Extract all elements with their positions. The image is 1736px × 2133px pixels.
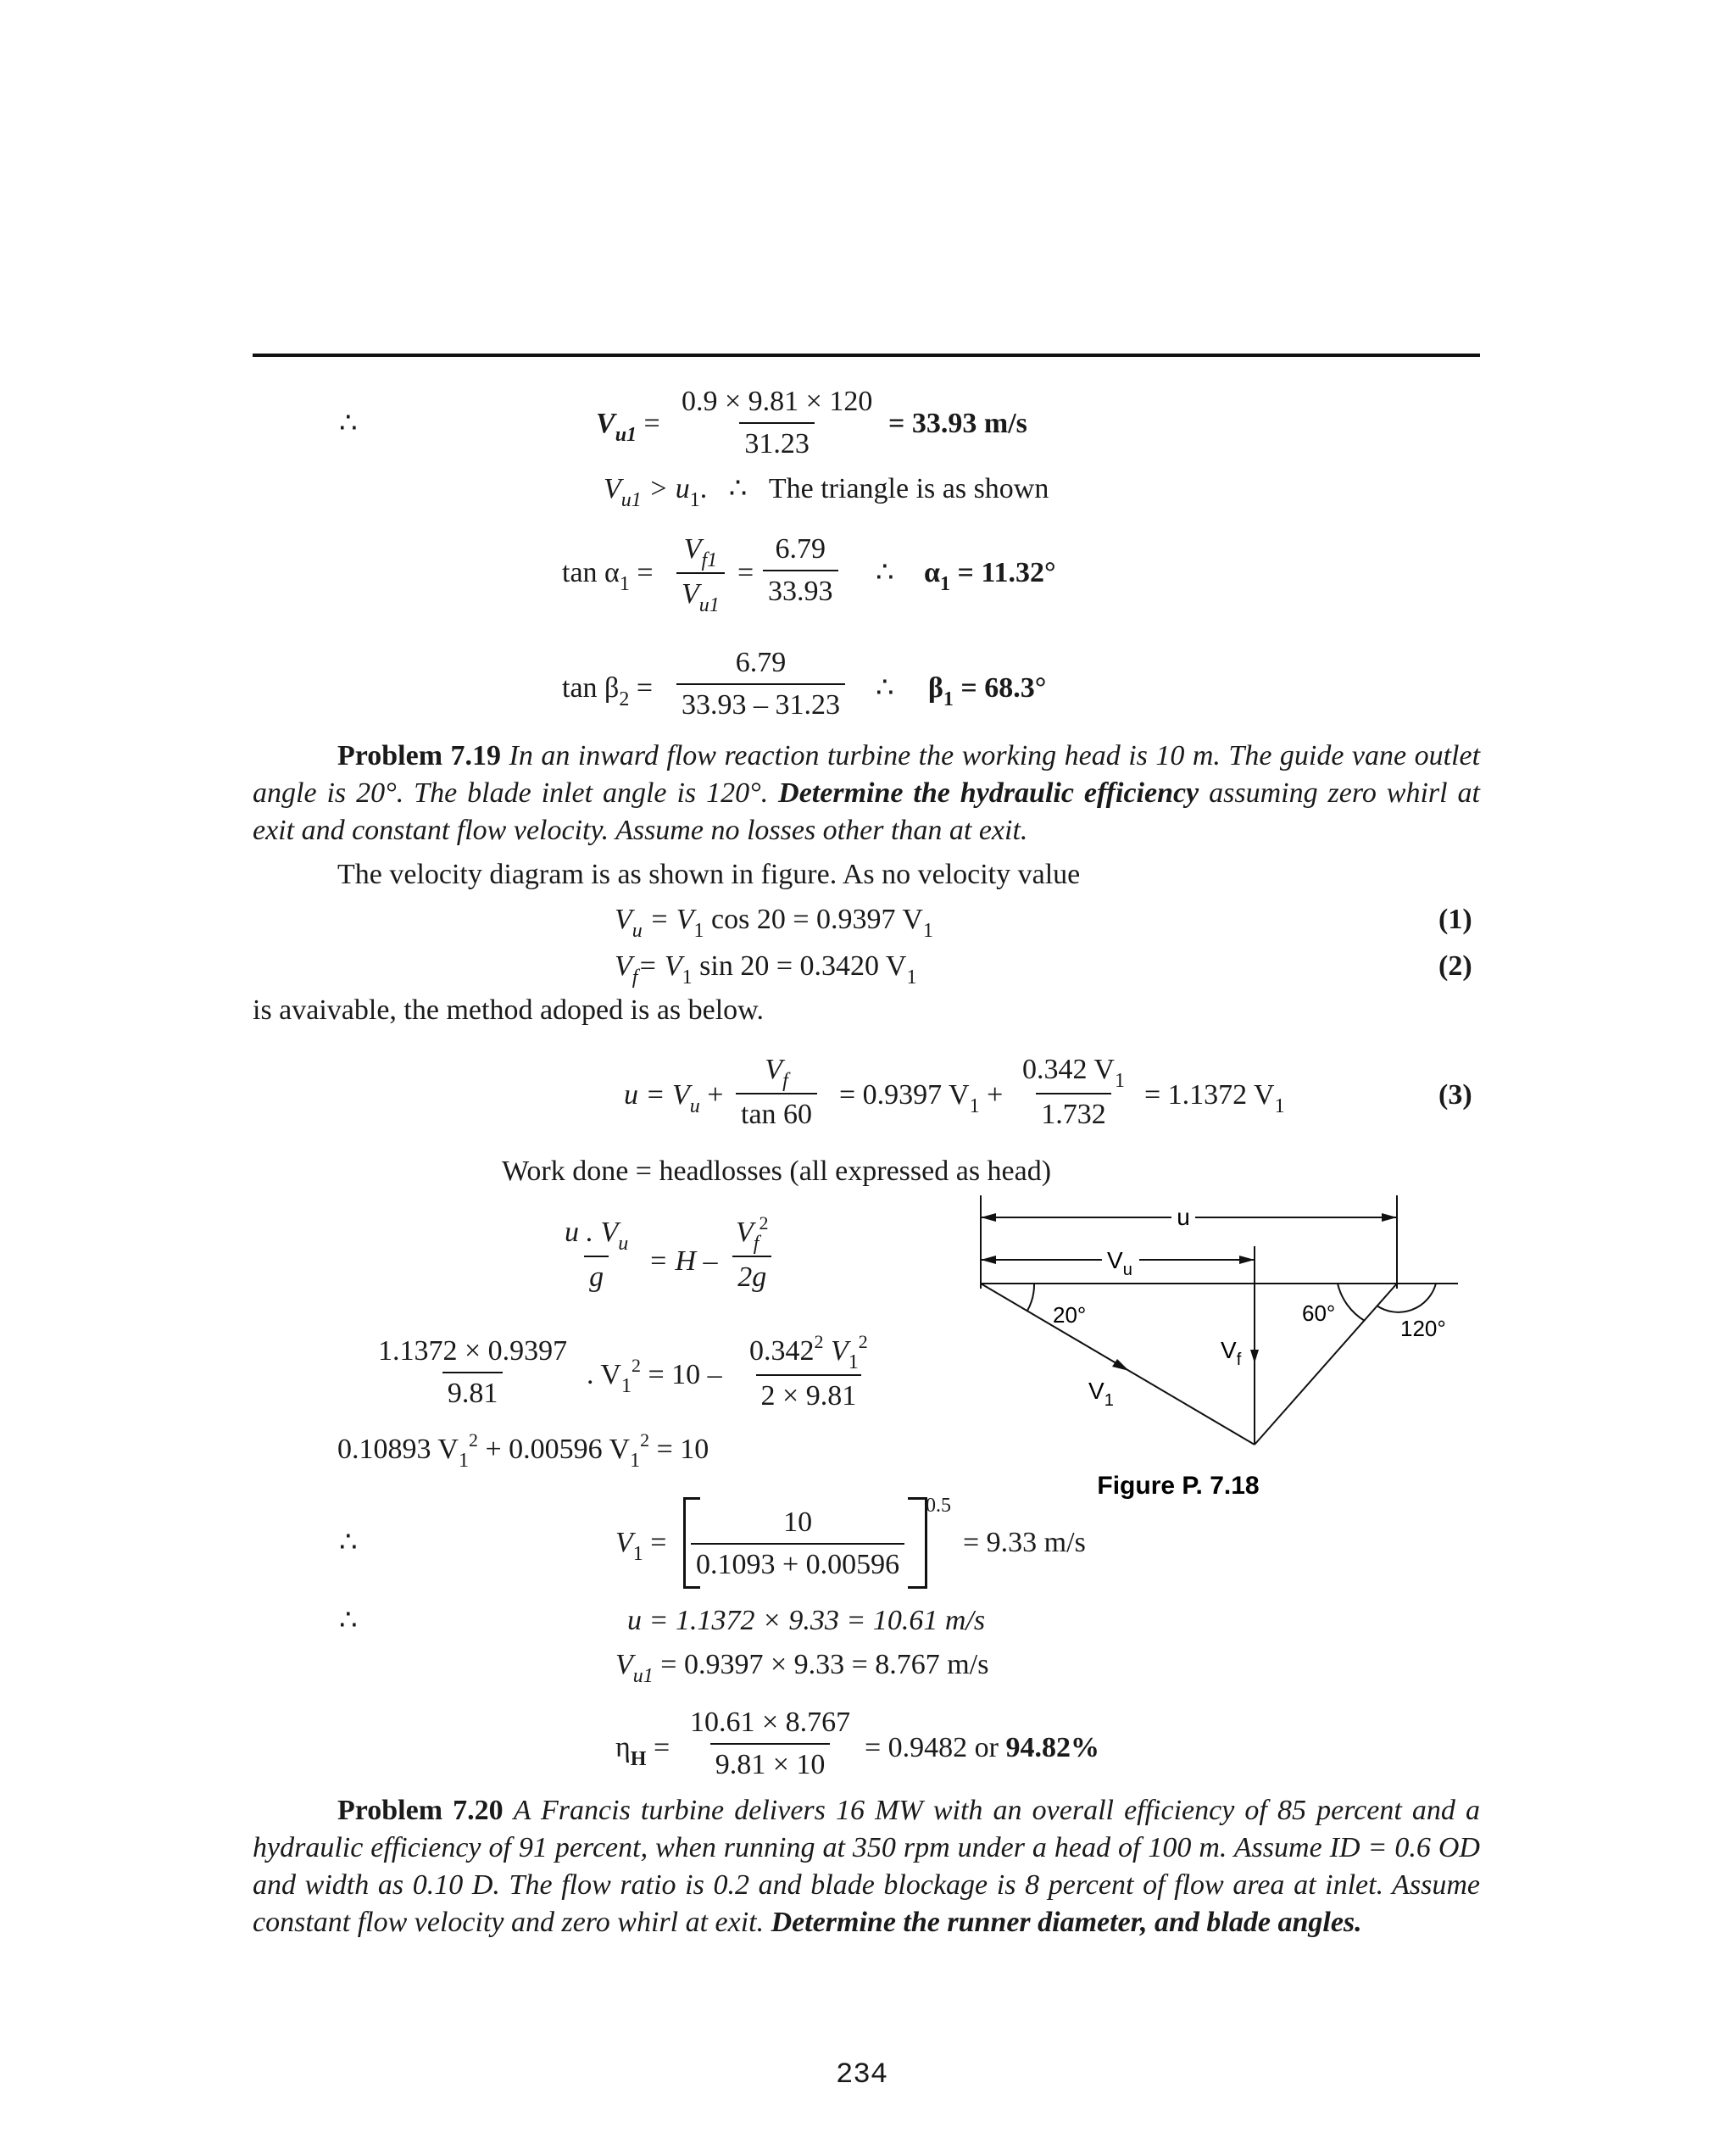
therefore-symbol-2: ∴ [339, 1527, 358, 1558]
equation-8: u = 1.1372 × 9.33 = 10.61 m/s [627, 1605, 986, 1636]
eqn4-mid: = H – [648, 1245, 718, 1277]
available-line: is avaivable, the method adoped is as below. [253, 994, 765, 1026]
therefore-symbol: ∴ [339, 408, 358, 439]
eqn4-fraction-2: $\frac{V_f^2}{2g}$ [731, 1216, 773, 1295]
equation-9: $V_{u1} = 0.9397 \times 9.33 = 8.767$ m/s [615, 1649, 989, 1687]
eqn7-lhs: $V_1$ = [615, 1527, 667, 1565]
eqn3-fraction-1: $\frac{V_f}{\tan 60}$ [736, 1053, 817, 1132]
equation-tag-1: (1) [1438, 904, 1472, 935]
eq3-result: $\alpha_1 = 11.32^\circ$ [924, 557, 1056, 595]
equation-2: $V_f= V_1$ sin 20 = 0.3420 $V_1$ [615, 950, 917, 989]
eqn5-mid: . $V_1^2 = 10$ – [587, 1355, 722, 1397]
eqn4-fraction-1: $\frac{u . V_u}{g}$ [565, 1217, 629, 1293]
page-number: 234 [836, 2059, 888, 2091]
u-label: u [1177, 1204, 1190, 1230]
equation-6: 0.10893 $V_1^2 + 0.00596$ $V_1^2 = 10$ [337, 1429, 709, 1472]
eqn10-fraction: $\frac{10.61 \times 8.767}{9.81 \times 10}$ [690, 1707, 851, 1780]
eq4-lhs: $\tan \beta_2$ = [562, 672, 654, 710]
eqn3-fraction-2: $\frac{0.342 V_1}{1.732}$ [1022, 1054, 1125, 1130]
eq3-fraction-2: $\frac{6.79}{33.93}$ [763, 532, 838, 609]
eqn5-fraction-1: $\frac{1.1372 \times 0.9397}{9.81}$ [378, 1335, 568, 1409]
eqn7-bracket-mask-top [700, 1492, 908, 1502]
eqn5-fraction-2: $\frac{0.342^2 V_1^2}{2 \times 9.81}$ [749, 1331, 868, 1412]
angle-60-label: 60° [1302, 1300, 1336, 1326]
velocity-diagram-line: The velocity diagram is as shown in figure. As no velocity value [337, 859, 1081, 890]
figure-caption: Figure P. 7.18 [1097, 1472, 1260, 1500]
eqn10-lhs: $\eta_H$ = [615, 1732, 670, 1770]
therefore-symbol-3: ∴ [339, 1605, 358, 1636]
eq4-fraction: $\frac{6.79}{33.93 - 31.23}$ [676, 646, 845, 722]
equation-tag-2: (2) [1438, 950, 1472, 982]
eq3-lhs: $\tan \alpha_1$ = [562, 557, 654, 595]
angle-120-arc [1377, 1284, 1436, 1312]
vf-label: $V_f$ [1221, 1337, 1242, 1369]
eq4-therefore: ∴ [876, 672, 894, 704]
eq2-line: $V_{u1} > u_1$. ∴ The triangle is as shown [604, 473, 1049, 511]
equation-tag-3: (3) [1438, 1079, 1472, 1111]
vu-arrow-right [1239, 1256, 1255, 1264]
velocity-triangle-figure [966, 1195, 1475, 1501]
problem-7-19: Problem 7.19 In an inward flow reaction turbine the working head is 10 m. The guide vane outlet angle is 20°. The blade inlet angle is 120°. Determine the hydraulic efficiency assuming zero whirl at exit and constant flow velocity. Assume no losses other than at exit. [253, 740, 1481, 846]
eqn3-lhs: $u = V_u$ + [624, 1079, 724, 1117]
eq3-therefore: ∴ [876, 557, 894, 588]
v1-label: $V_1$ [1088, 1378, 1114, 1410]
work-done-line: Work done = headlosses (all expressed as head) [502, 1156, 1052, 1187]
eq1-lhs: $V_{u1}$ = [596, 408, 660, 446]
vu-arrow-left [981, 1256, 996, 1264]
problem-7-20: Problem 7.20 A Francis turbine delivers 16 MW with an overall efficiency of 85 percent and a hydraulic efficiency of 91 percent, when running at 350 rpm under a head of 100 m. Assume ID = 0.6 OD and width as 0.10 D. The flow ratio is 0.2 and blade blockage is 8 percent of flow area at inlet. Assume constant flow velocity and zero whirl at exit. Determine the runner diameter, and blade angles. [253, 1795, 1481, 1938]
header-rule [253, 354, 1480, 357]
angle-120-label: 120° [1400, 1316, 1446, 1341]
eqn10-result: = 0.9482 or 94.82% [865, 1732, 1099, 1763]
u-arrow-right [1382, 1213, 1397, 1222]
eqn3-mid: = 0.9397 $V_1$ + [839, 1079, 1004, 1117]
angle-60-arc [1338, 1284, 1365, 1321]
angle-20-label: 20° [1053, 1302, 1087, 1328]
eq4-result: $\beta_1 = 68.3^\circ$ [928, 672, 1047, 710]
eq1-fraction: $\frac{0.9 \times 9.81 \times 120}{31.23}$ [682, 386, 873, 459]
angle-20-arc [1027, 1284, 1034, 1311]
eq3-equals: = [737, 557, 754, 588]
eq3-fraction-1: $\frac{V_{f1}}{V_{u1}}$ [676, 532, 725, 614]
v1-arrowhead [1112, 1359, 1129, 1371]
equation-1: $V_u = V_1$ cos 20 = 0.9397 $V_1$ [615, 904, 933, 942]
eqn7-result: = 9.33 m/s [963, 1527, 1086, 1558]
eq1-result: = 33.93 m/s [888, 408, 1027, 439]
eqn7-exponent: 0.5 [926, 1495, 951, 1517]
u-arrow-left [981, 1213, 996, 1222]
eqn7-fraction: $\frac{10}{0.1093 + 0.00596}$ [691, 1506, 904, 1582]
eqn3-result: = 1.1372 $V_1$ [1144, 1079, 1285, 1117]
vf-arrowhead [1250, 1350, 1259, 1363]
vu-label: $V_u$ [1107, 1247, 1132, 1279]
